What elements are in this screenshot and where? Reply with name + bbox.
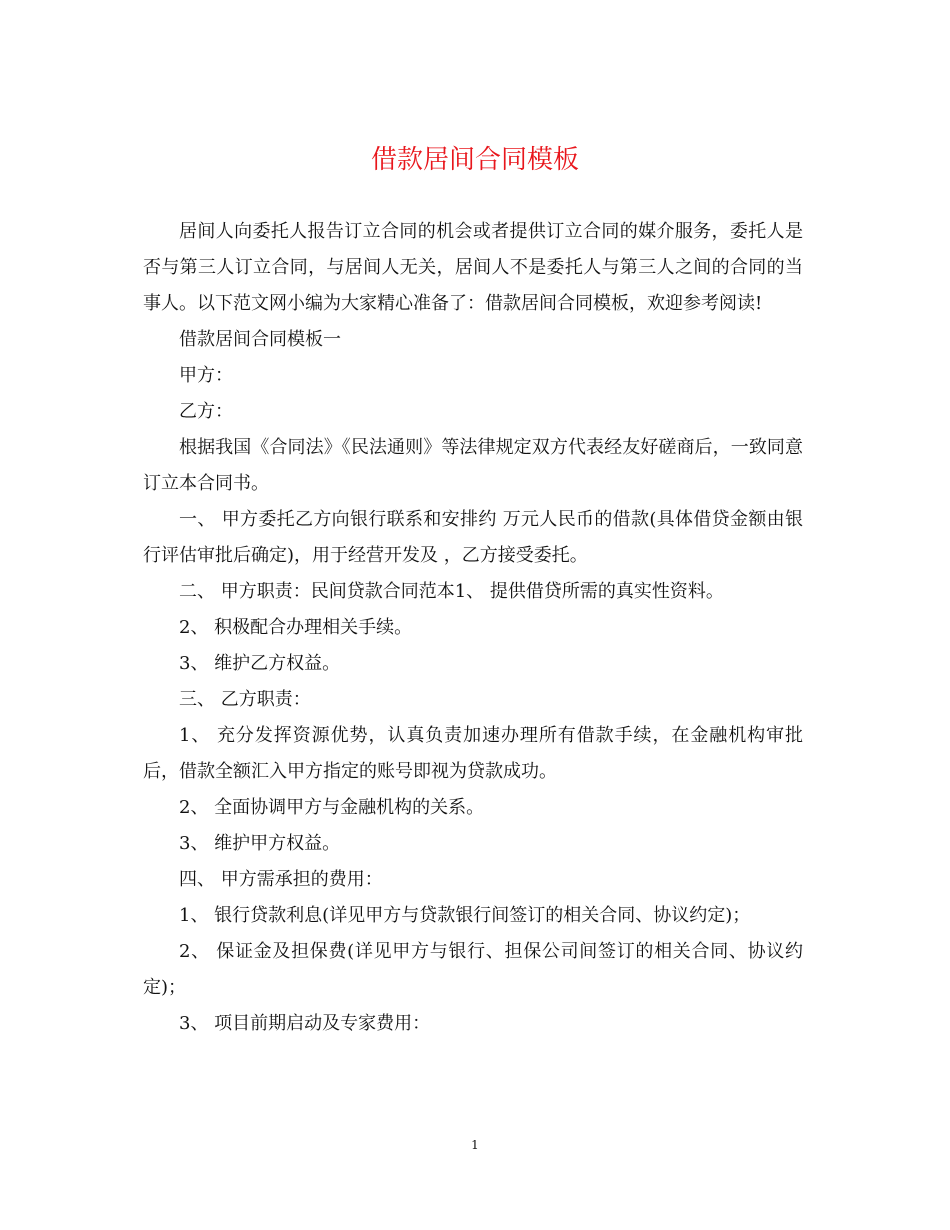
paragraph-template-heading: 借款居间合同模板一	[179, 329, 341, 350]
document-title: 借款居间合同模板	[370, 145, 579, 175]
page-number: 1	[471, 1138, 479, 1152]
paragraph-clause-2-item-3: 3、 维护乙方权益。	[179, 653, 341, 674]
paragraph-clause-3-item-1: 1、 充分发挥资源优势，认真负责加速办理所有借款手续，在金融机构审批后，借款全额汇入甲方指定的账号即视为贷款成功。	[143, 725, 803, 782]
paragraph-clause-2-item-2: 2、 积极配合办理相关手续。	[179, 617, 413, 638]
paragraph-preamble: 根据我国《合同法》《民法通则》等法律规定双方代表经友好磋商后，一致同意订立本合同书。	[143, 437, 803, 494]
paragraph-clause-4-item-2: 2、 保证金及担保费(详见甲方与银行、担保公司间签订的相关合同、协议约定)；	[143, 941, 803, 998]
paragraph-clause-4: 四、 甲方需承担的费用：	[179, 869, 383, 890]
paragraph-clause-4-item-1: 1、 银行贷款利息(详见甲方与贷款银行间签订的相关合同、协议约定)；	[179, 905, 751, 926]
paragraph-clause-1: 一、 甲方委托乙方向银行联系和安排约 万元人民币的借款(具体借贷金额由银行评估审批后确定)，用于经营开发及 ，乙方接受委托。	[143, 509, 803, 566]
paragraph-clause-3-item-3: 3、 维护甲方权益。	[179, 833, 341, 854]
paragraph-party-a: 甲方：	[179, 365, 233, 386]
paragraph-clause-4-item-3: 3、 项目前期启动及专家费用：	[179, 1013, 431, 1034]
paragraph-clause-3-item-2: 2、 全面协调甲方与金融机构的关系。	[179, 797, 485, 818]
document-body	[143, 214, 803, 1042]
paragraph-party-b: 乙方：	[179, 401, 233, 422]
paragraph-clause-2: 二、 甲方职责：民间贷款合同范本1、 提供借贷所需的真实性资料。	[179, 581, 724, 602]
paragraph-clause-3: 三、 乙方职责：	[179, 689, 311, 710]
paragraph-intro: 居间人向委托人报告订立合同的机会或者提供订立合同的媒介服务，委托人是否与第三人订立合同，与居间人无关，居间人不是委托人与第三人之间的合同的当事人。以下范文网小编为大家精心准备了：借款居间合同模板，欢迎参考阅读!	[143, 221, 803, 314]
